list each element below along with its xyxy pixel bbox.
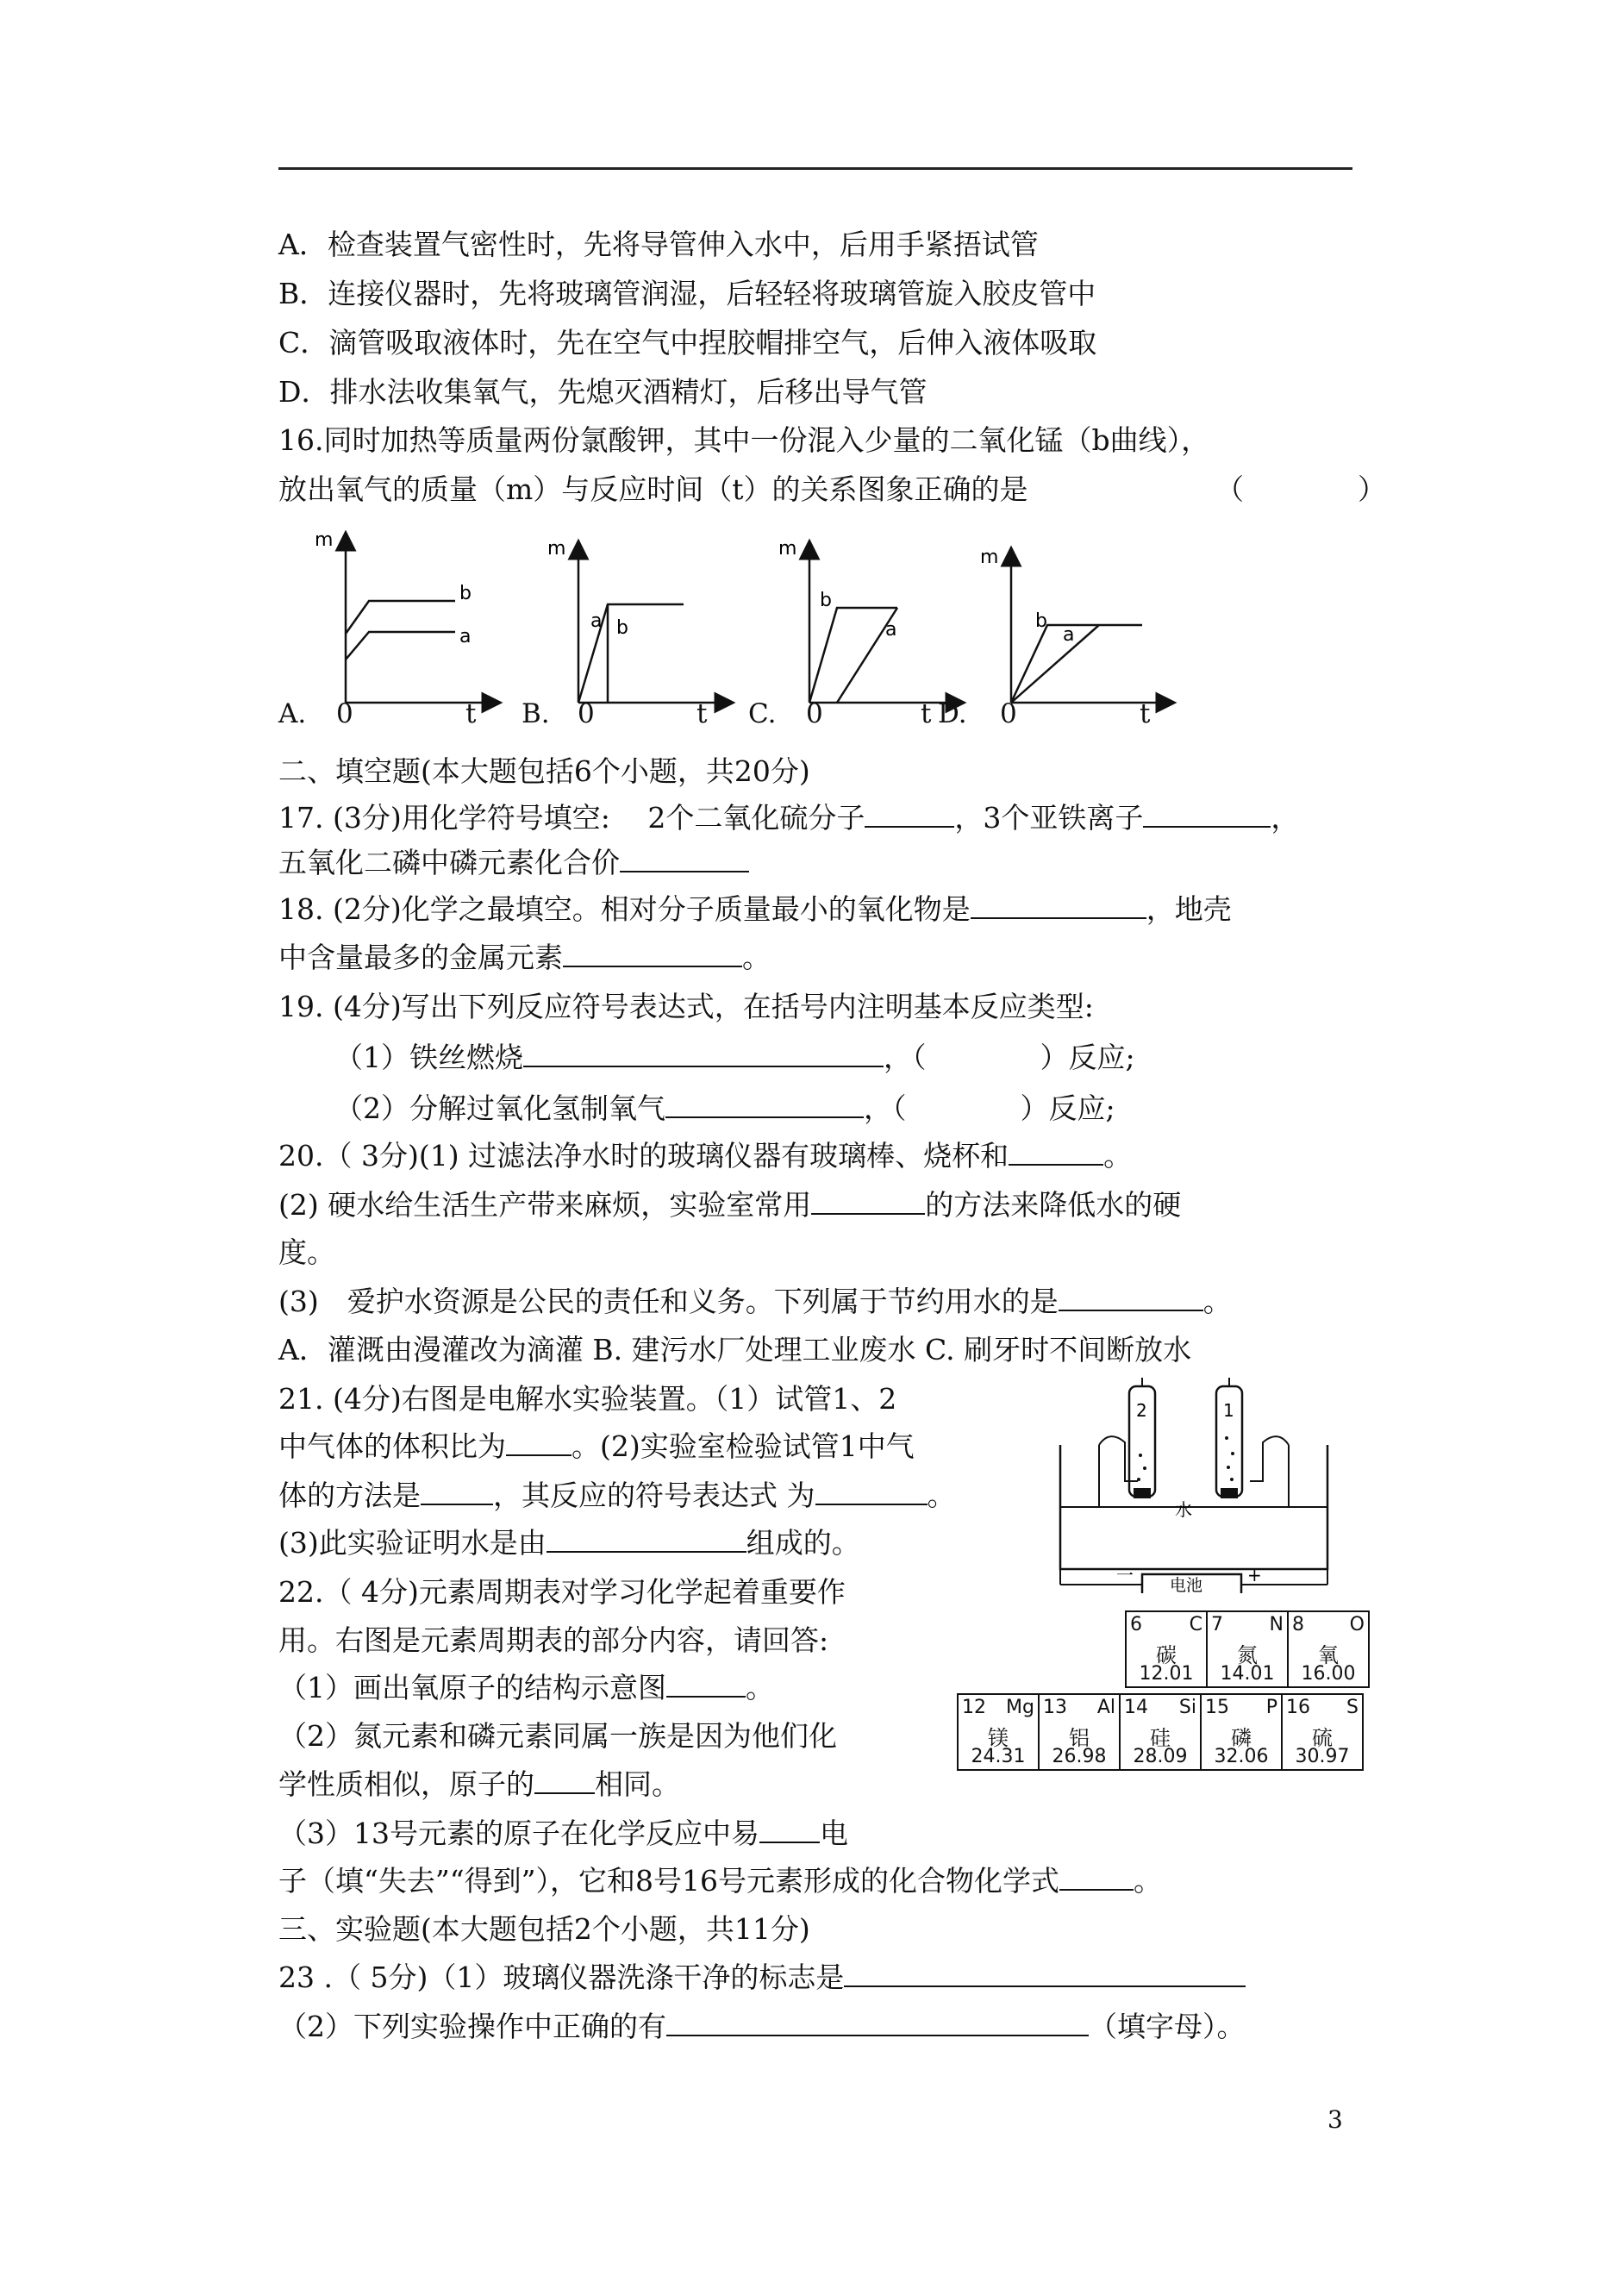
q22-blank2[interactable] bbox=[534, 1767, 595, 1794]
q20-line4 bbox=[278, 1284, 1232, 1320]
q19-item1-text: （1）铁丝燃烧 bbox=[334, 1041, 523, 1074]
q19-line: 19. (4分)写出下列反应符号表达式，在括号内注明基本反应类型: bbox=[278, 990, 1094, 1023]
battery-label: 电池 bbox=[1170, 1576, 1203, 1593]
q21-line2 bbox=[278, 1429, 915, 1465]
q22-line4: （2）氮元素和磷元素同属一族是因为他们化 bbox=[278, 1719, 837, 1753]
q19-item2-paren: ，（ ）反应; bbox=[864, 1091, 1115, 1125]
q17-text4: 五氧化二磷中磷元素化合价 bbox=[278, 846, 620, 879]
q22-text6: 电 bbox=[820, 1817, 848, 1850]
q19-blank2[interactable] bbox=[665, 1091, 864, 1118]
graph-b-ylabel: m bbox=[547, 538, 566, 560]
element-mg: 12 Mg 镁 24.31 bbox=[958, 1694, 1039, 1770]
q18-text2: ，地壳 bbox=[1146, 892, 1232, 926]
graph-d-xlabel: t bbox=[1140, 698, 1151, 729]
element-si: 14 Si 硅 28.09 bbox=[1120, 1694, 1201, 1770]
graph-b bbox=[547, 538, 725, 703]
q21-text3: 体的方法是 bbox=[278, 1479, 421, 1512]
section-3-heading: 三、实验题(本大题包括2个小题，共11分) bbox=[278, 1912, 810, 1946]
graph-d-curve-a bbox=[1011, 625, 1099, 703]
q22-blank3[interactable] bbox=[759, 1816, 820, 1843]
q20-line3: 度。 bbox=[278, 1235, 335, 1269]
q23-blank2[interactable] bbox=[666, 2009, 1089, 2036]
q22-line3 bbox=[278, 1670, 774, 1706]
tube-1-label: 1 bbox=[1223, 1400, 1234, 1421]
q21-blank4[interactable] bbox=[547, 1525, 746, 1553]
graph-c-curve-b bbox=[809, 608, 897, 703]
graph-b-xlabel: t bbox=[696, 698, 708, 729]
q22-line5 bbox=[278, 1767, 680, 1803]
graph-c-label-b: b bbox=[820, 590, 832, 611]
graph-d-origin: 0 bbox=[1000, 698, 1017, 729]
graph-c-label-a: a bbox=[885, 619, 897, 641]
graphs-svg bbox=[278, 530, 1192, 746]
q20-text2: 。 bbox=[1103, 1139, 1133, 1173]
q23-line1 bbox=[278, 1960, 1246, 1996]
graph-row bbox=[278, 530, 1192, 746]
graph-d-label: D. bbox=[938, 698, 967, 729]
q19-blank1[interactable] bbox=[523, 1040, 884, 1067]
q21-line1: 21. (4分)右图是电解水实验装置。（1）试管1、2 bbox=[278, 1382, 897, 1416]
header-rule bbox=[278, 167, 1352, 170]
q22-line1: 22.（ 4分)元素周期表对学习化学起着重要作 bbox=[278, 1575, 846, 1609]
option-d: D．排水法收集氧气，先熄灭酒精灯，后移出导气管 bbox=[278, 375, 928, 409]
q20-blank1[interactable] bbox=[1009, 1138, 1103, 1166]
q18-blank1[interactable] bbox=[971, 891, 1146, 919]
q22-text4: 相同。 bbox=[595, 1767, 680, 1801]
graph-c-ylabel: m bbox=[778, 538, 797, 560]
q20-line1 bbox=[278, 1138, 1132, 1174]
q21-text7: 组成的。 bbox=[746, 1526, 860, 1560]
q18-blank2[interactable] bbox=[563, 940, 742, 967]
element-o: 8 O 氧 16.00 bbox=[1288, 1611, 1369, 1687]
battery-minus: 一 bbox=[1116, 1565, 1134, 1585]
q23-text2: （2）下列实验操作中正确的有 bbox=[278, 2010, 666, 2043]
graph-d-ylabel: m bbox=[980, 547, 999, 568]
graph-d-curve-b bbox=[1011, 625, 1142, 703]
electrolysis-apparatus bbox=[1047, 1378, 1340, 1593]
periodic-table-row1 bbox=[1125, 1610, 1370, 1688]
q20-options: A．灌溉由漫灌改为滴灌 B. 建污水厂处理工业废水 C. 刷牙时不间断放水 bbox=[278, 1333, 1192, 1366]
q21-text1: 中气体的体积比为 bbox=[278, 1429, 506, 1463]
q23-text3: （填字母）。 bbox=[1089, 2010, 1246, 2043]
q21-text4: ，其反应的符号表达式 为 bbox=[493, 1479, 815, 1512]
graph-b-label: B. bbox=[522, 698, 550, 729]
q22-line7 bbox=[278, 1863, 1162, 1899]
graph-d-label-a: a bbox=[1063, 624, 1075, 646]
q17-blank2[interactable] bbox=[1143, 800, 1271, 828]
page-number: 3 bbox=[1327, 2105, 1343, 2134]
q22-text7: 子（填“失去”“得到”），它和8号16号元素形成的化合物化学式 bbox=[278, 1864, 1059, 1898]
q23-blank1[interactable] bbox=[844, 1960, 1246, 1987]
q20-line2 bbox=[278, 1187, 1181, 1223]
q19-item1 bbox=[334, 1040, 1135, 1076]
element-al: 13 Al 铝 26.98 bbox=[1039, 1694, 1120, 1770]
q18-line1 bbox=[278, 891, 1232, 928]
q18-text3: 中含量最多的金属元素 bbox=[278, 941, 563, 974]
element-p: 15 P 磷 32.06 bbox=[1201, 1694, 1282, 1770]
q21-blank1[interactable] bbox=[506, 1429, 572, 1456]
q22-text3: 学性质相似，原子的 bbox=[278, 1767, 534, 1801]
q17-line2 bbox=[278, 845, 749, 881]
q17-text1: 17. (3分)用化学符号填空: 2个二氧化硫分子 bbox=[278, 801, 865, 835]
graph-d-label-b: b bbox=[1035, 610, 1047, 632]
graph-b-origin: 0 bbox=[578, 698, 595, 729]
q20-text1: 20.（ 3分)(1) 过滤法净水时的玻璃仪器有玻璃棒、烧杯和 bbox=[278, 1139, 1009, 1173]
graph-a-ylabel: m bbox=[315, 530, 334, 551]
graph-c-origin: 0 bbox=[806, 698, 823, 729]
q16-answer-paren: （ ） bbox=[1215, 472, 1386, 506]
q20-text6: 。 bbox=[1202, 1285, 1232, 1318]
q20-text3: (2) 硬水给生活生产带来麻烦，实验室常用 bbox=[278, 1188, 812, 1222]
graph-a-curve-b bbox=[346, 601, 455, 634]
q21-line4 bbox=[278, 1525, 860, 1561]
graph-a-xlabel: t bbox=[465, 698, 477, 729]
graph-c bbox=[778, 538, 956, 703]
section-2-heading: 二、填空题(本大题包括6个小题，共20分) bbox=[278, 754, 810, 788]
graph-c-xlabel: t bbox=[921, 698, 932, 729]
q18-line2 bbox=[278, 940, 771, 976]
q17-blank3[interactable] bbox=[620, 845, 749, 872]
option-c: C．滴管吸取液体时，先在空气中捏胶帽排空气，后伸入液体吸取 bbox=[278, 326, 1097, 360]
q22-blank4[interactable] bbox=[1059, 1863, 1134, 1891]
option-a: A．检查装置气密性时，先将导管伸入水中，后用手紧捂试管 bbox=[278, 228, 1039, 261]
q23-line2 bbox=[278, 2009, 1246, 2045]
graph-a bbox=[315, 530, 492, 703]
q22-line2: 用。右图是元素周期表的部分内容，请回答: bbox=[278, 1623, 829, 1657]
q21-text2: 。(2)实验室检验试管1中气 bbox=[572, 1429, 915, 1463]
graph-a-label-b: b bbox=[459, 583, 472, 604]
graph-a-label: A. bbox=[278, 698, 307, 729]
q21-blank3[interactable] bbox=[815, 1478, 928, 1505]
q17-blank1[interactable] bbox=[865, 800, 954, 828]
element-s: 16 S 硫 30.97 bbox=[1282, 1694, 1363, 1770]
q21-text5: 。 bbox=[927, 1479, 956, 1512]
graph-a-origin: 0 bbox=[336, 698, 353, 729]
q20-blank2[interactable] bbox=[811, 1187, 925, 1215]
q19-item1-paren: ，（ ）反应; bbox=[884, 1041, 1135, 1074]
q20-text4: 的方法来降低水的硬 bbox=[925, 1188, 1182, 1222]
graph-c-label: C. bbox=[748, 698, 777, 729]
q22-blank1[interactable] bbox=[666, 1670, 746, 1698]
q22-text5: （3）13号元素的原子在化学反应中易 bbox=[278, 1817, 759, 1850]
q17-text3: ， bbox=[1271, 801, 1300, 835]
q22-text1: （1）画出氧原子的结构示意图 bbox=[278, 1671, 666, 1704]
q16-line2: 放出氧气的质量（m）与反应时间（t）的关系图象正确的是 bbox=[278, 472, 1028, 506]
element-c: 6 C 碳 12.01 bbox=[1126, 1611, 1207, 1687]
q23-text1: 23 .（ 5分)（1）玻璃仪器洗涤干净的标志是 bbox=[278, 1960, 845, 1994]
q18-text1: 18. (2分)化学之最填空。相对分子质量最小的氧化物是 bbox=[278, 892, 971, 926]
graph-a-label-a: a bbox=[459, 626, 472, 647]
q21-line3 bbox=[278, 1478, 956, 1514]
q22-text8: 。 bbox=[1133, 1864, 1162, 1898]
periodic-table-row2 bbox=[957, 1693, 1364, 1771]
option-b: B．连接仪器时，先将玻璃管润湿，后轻轻将玻璃管旋入胶皮管中 bbox=[278, 277, 1096, 310]
battery-plus: + bbox=[1247, 1565, 1262, 1585]
q16-line1: 16.同时加热等质量两份氯酸钾，其中一份混入少量的二氧化锰（b曲线）， bbox=[278, 423, 1210, 457]
graph-a-curve-a bbox=[346, 632, 455, 660]
q17-text2: ，3个亚铁离子 bbox=[954, 801, 1144, 835]
q19-item2 bbox=[334, 1091, 1115, 1127]
q20-text5: (3) 爱护水资源是公民的责任和义务。下列属于节约用水的是 bbox=[278, 1285, 1059, 1318]
q21-text6: (3)此实验证明水是由 bbox=[278, 1526, 547, 1560]
q21-blank2[interactable] bbox=[421, 1478, 493, 1505]
graph-d bbox=[980, 547, 1166, 703]
graph-b-label-a: a bbox=[590, 610, 603, 632]
q22-text2: 。 bbox=[746, 1671, 774, 1704]
q20-blank3[interactable] bbox=[1059, 1284, 1203, 1311]
element-n: 7 N 氮 14.01 bbox=[1207, 1611, 1288, 1687]
q19-item2-text: （2）分解过氧化氢制氧气 bbox=[334, 1091, 665, 1125]
tube-2-label: 2 bbox=[1136, 1400, 1147, 1421]
q18-text4: 。 bbox=[742, 941, 771, 974]
q22-line6 bbox=[278, 1816, 848, 1852]
water-label: 水 bbox=[1175, 1499, 1192, 1520]
graph-b-label-b: b bbox=[616, 617, 628, 639]
q17-line1 bbox=[278, 800, 1299, 836]
